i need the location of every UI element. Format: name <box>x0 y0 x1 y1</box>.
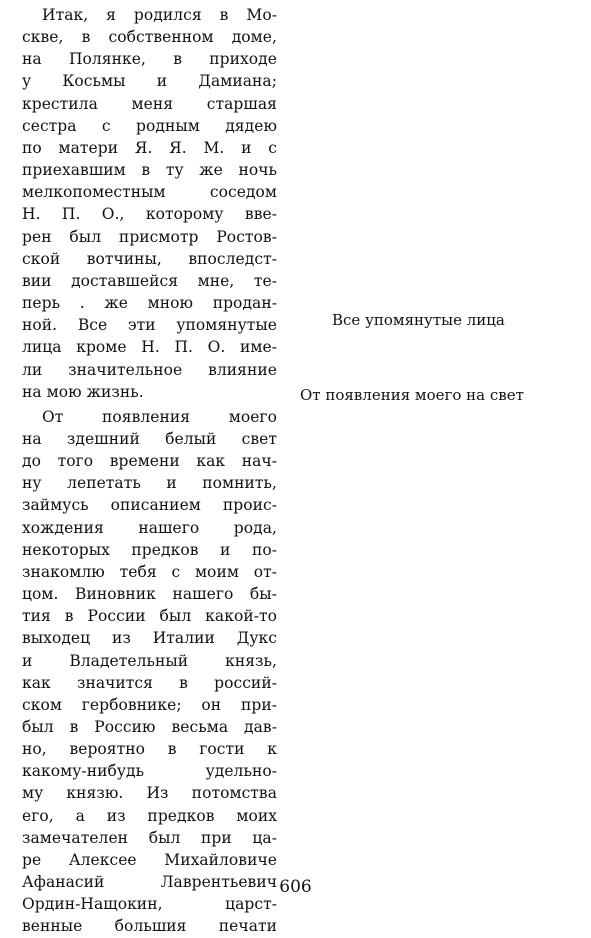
text-line: мелкопоместным соседом <box>22 183 277 202</box>
text-line: лица кроме Н. П. О. име- <box>22 338 277 357</box>
text-line: цом. Виновник нашего бы- <box>22 585 277 604</box>
text-line: какому-нибудь удельно- <box>22 762 277 781</box>
text-line: ли значительное влияние <box>22 360 277 379</box>
text-line: ской вотчины, впоследст- <box>22 249 277 268</box>
text-line: От появления моего <box>42 407 277 426</box>
text-line: венные большия печати <box>22 917 277 936</box>
text-line: и Владетельный князь, <box>22 651 277 670</box>
text-line: перь . же мною продан- <box>22 294 277 313</box>
text-line: Ордин-Нащокин, царст- <box>22 895 277 914</box>
text-line: ну лепетать и помнить, <box>22 474 277 493</box>
text-line: ском гербовнике; он при- <box>22 695 277 714</box>
main-text-column <box>22 4 277 938</box>
text-line: у Косьмы и Дамиана; <box>22 72 277 91</box>
text-line: знакомлю тебя с моим от- <box>22 562 277 581</box>
margin-note: Все упомянутые лица <box>332 311 505 329</box>
paragraph-1 <box>22 4 277 403</box>
text-line: хождения нашего рода, <box>22 518 277 537</box>
text-line: Афанасий Лаврентьевич <box>22 873 277 892</box>
paragraph-2 <box>22 406 277 938</box>
text-line: Итак, я родился в Мо- <box>42 6 277 24</box>
text-line: вии доставшейся мне, те- <box>22 271 277 290</box>
text-line: приехавшим в ту же ночь <box>22 161 277 180</box>
text-line: сестра с родным дядею <box>22 116 277 135</box>
text-line: как значится в россий- <box>22 673 277 692</box>
page-number: 606 <box>279 877 312 897</box>
text-line: на Полянке, в приходе <box>22 50 277 69</box>
text-line: но, вероятно в гости к <box>22 740 277 759</box>
text-line: займусь описанием проис- <box>22 496 277 515</box>
text-line: был в Россию весьма дав- <box>22 718 277 736</box>
text-line: до того времени как нач- <box>22 452 277 471</box>
text-line: на мою жизнь. <box>22 382 144 401</box>
text-line: его, а из предков моих <box>22 806 277 825</box>
margin-note: От появления моего на свет <box>300 386 524 404</box>
text-line: крестила меня старшая <box>22 94 277 113</box>
text-line: рен был присмотр Ростов- <box>22 227 277 246</box>
text-line: скве, в собственном доме, <box>22 28 277 47</box>
text-line: на здешний белый свет <box>22 429 277 448</box>
text-line: выходец из Италии Дукс <box>22 629 277 648</box>
text-line: ре Алексее Михайловиче <box>22 850 277 869</box>
text-line: Н. П. О., которому вве- <box>22 205 277 224</box>
text-line: замечателен был при ца- <box>22 828 277 847</box>
text-line: ной. Все эти упомянутые <box>22 316 277 335</box>
text-line: по матери Я. Я. М. и с <box>22 138 277 157</box>
text-line: некоторых предков и по- <box>22 540 277 559</box>
text-line: му князю. Из потомства <box>22 784 277 803</box>
text-line: тия в России был какой-то <box>22 607 277 626</box>
